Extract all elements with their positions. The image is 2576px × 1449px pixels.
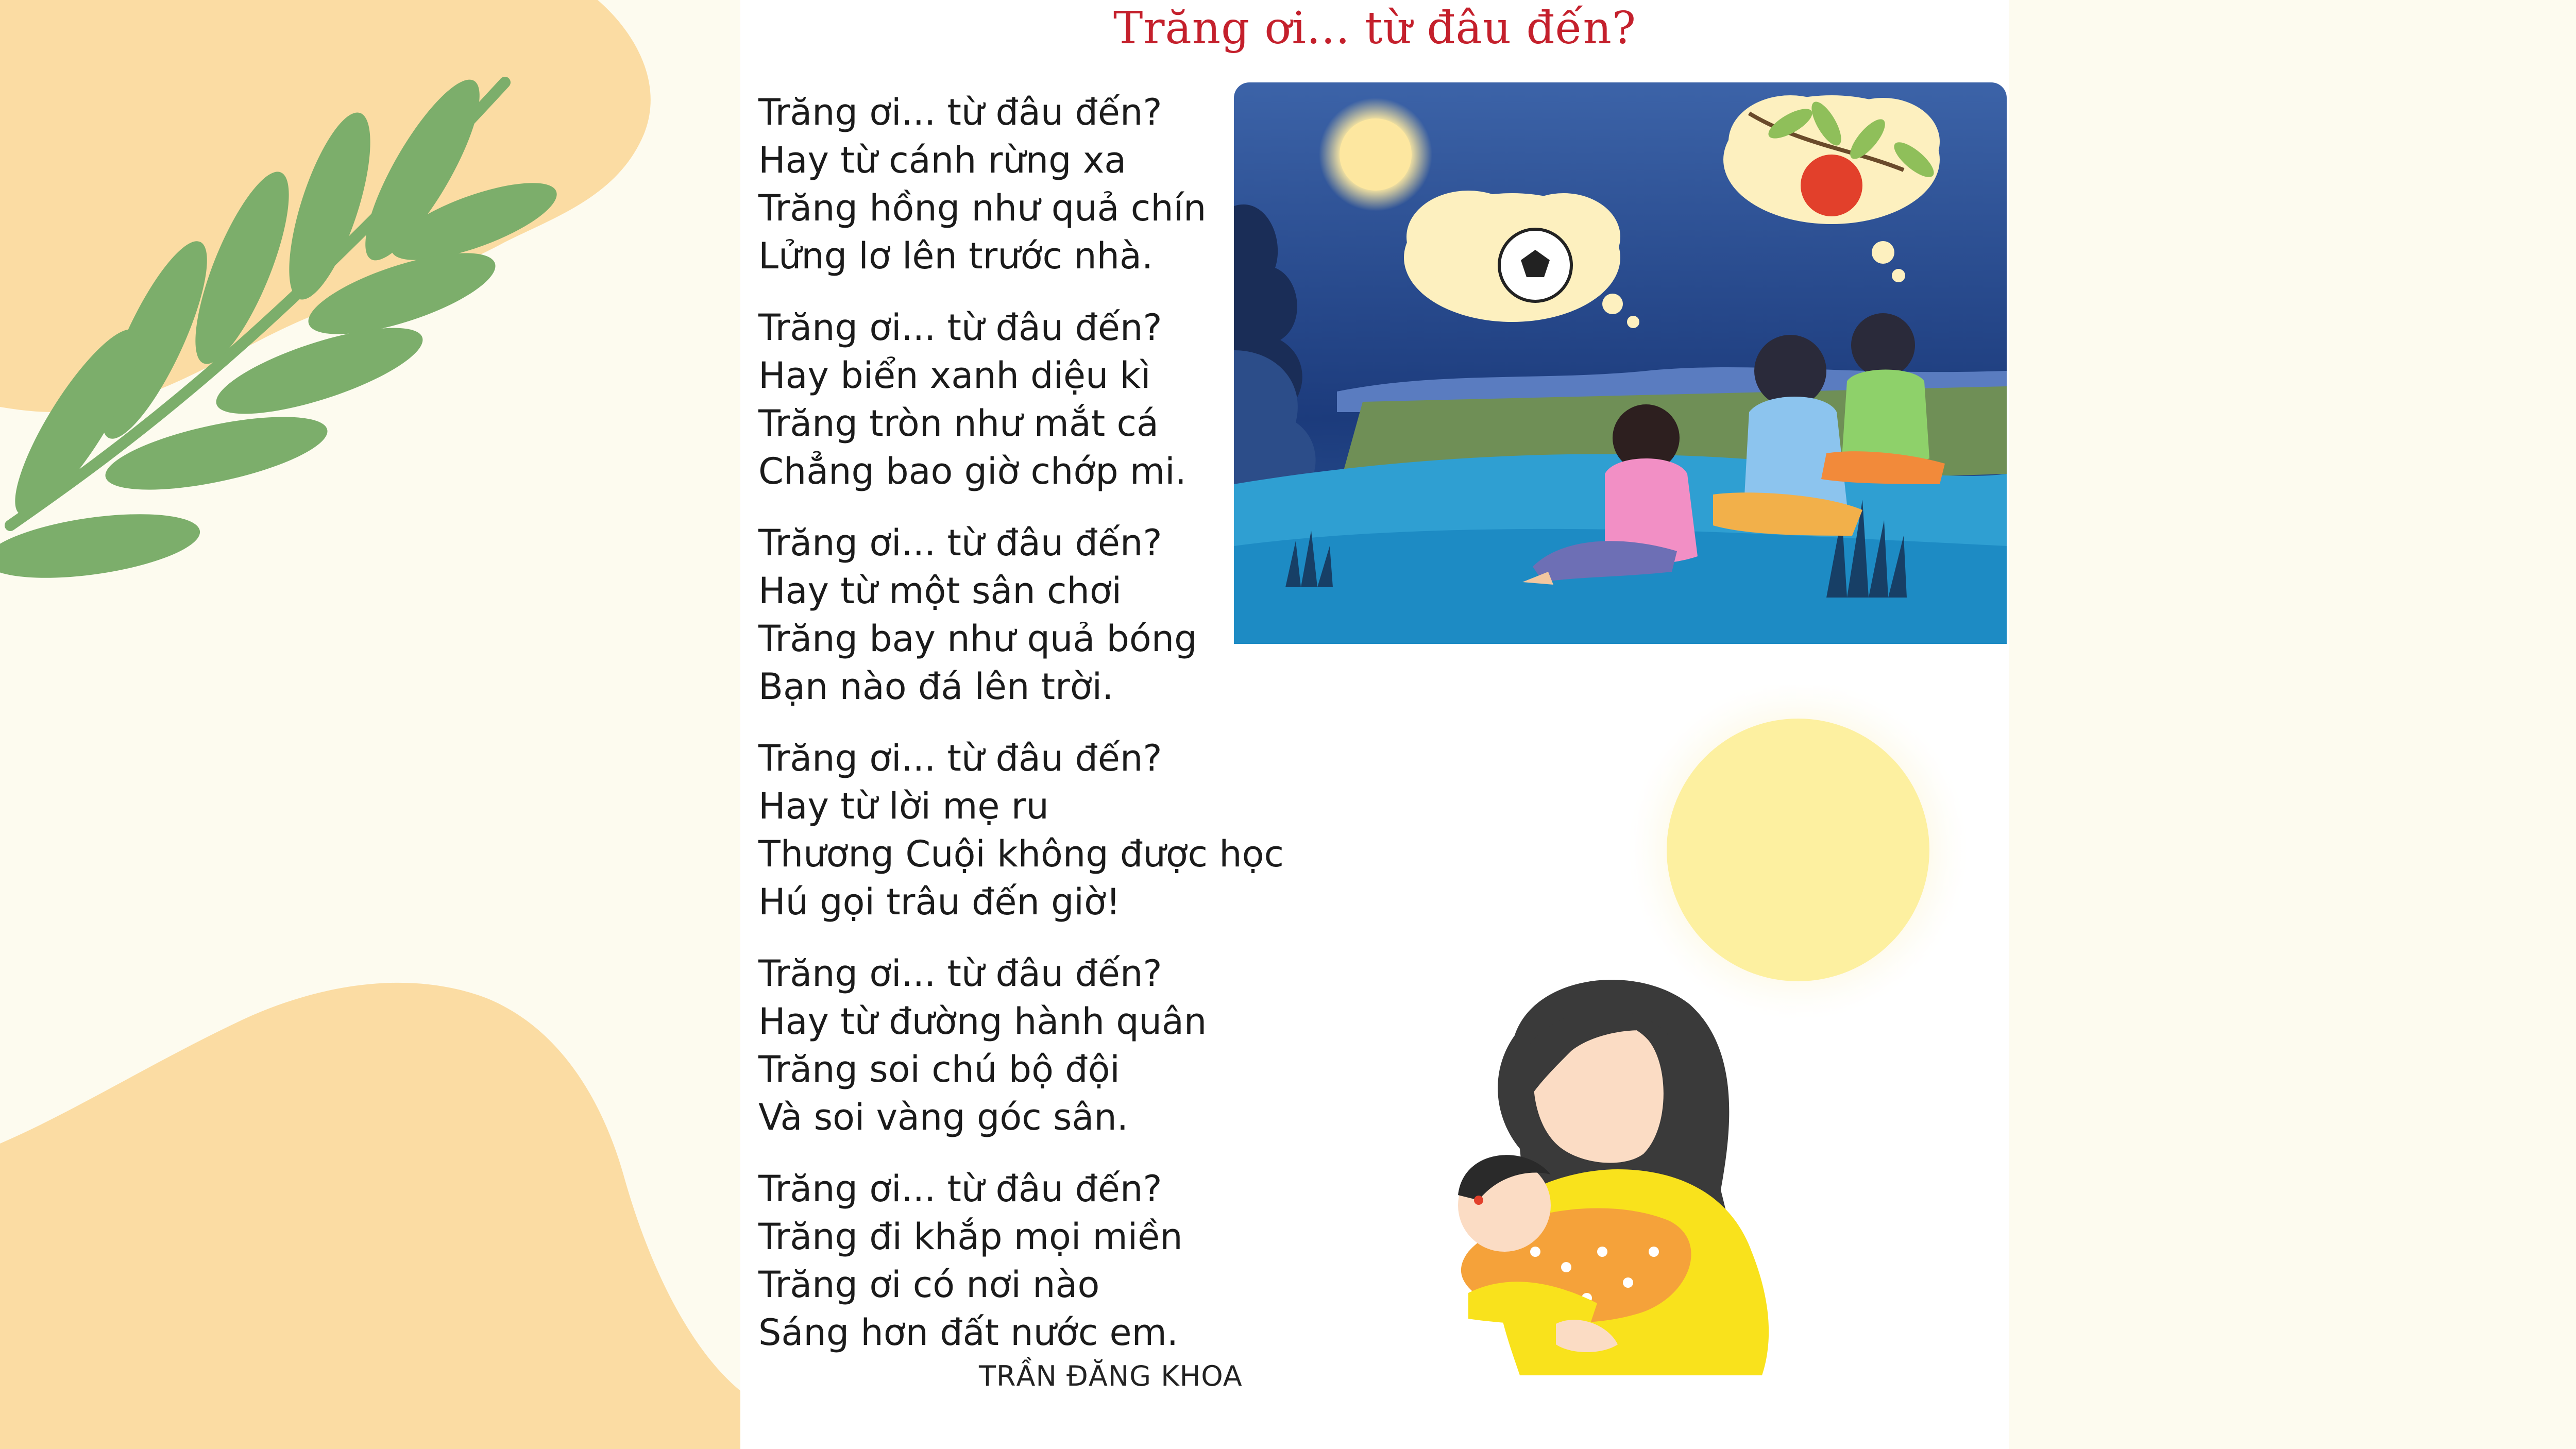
poem-line: Chẳng bao giờ chớp mi. (758, 450, 1187, 492)
stanza (758, 1165, 1325, 1357)
poem-line: Trăng soi chú bộ đội (758, 1048, 1120, 1090)
poem-line: Hay từ cánh rừng xa (758, 139, 1127, 181)
stanza (758, 950, 1325, 1141)
poem-line: Trăng ơi... từ đâu đến? (758, 306, 1162, 349)
poem-line: Trăng bay như quả bóng (758, 618, 1197, 660)
poem-line: Hú gọi trâu đến giờ! (758, 881, 1121, 923)
poem-line: Hay từ lời mẹ ru (758, 785, 1049, 827)
poem-line: Sáng hơn đất nước em. (758, 1311, 1179, 1354)
poem-line: Trăng ơi... từ đâu đến? (758, 1168, 1162, 1210)
poem-line: Trăng tròn như mắt cá (758, 402, 1159, 445)
poem-line: Lửng lơ lên trước nhà. (758, 235, 1154, 277)
mother-holding-baby-illustration (1401, 963, 1824, 1375)
poem-line: Và soi vàng góc sân. (758, 1096, 1128, 1138)
leaf-branch-icon (0, 52, 567, 644)
decorative-blob-bottom (0, 979, 747, 1449)
poem-line: Thương Cuội không được học (758, 833, 1284, 875)
poem-line: Trăng ơi... từ đâu đến? (758, 91, 1162, 133)
children-watching-moon-illustration (1234, 82, 2007, 644)
poem-line: Hay biển xanh diệu kì (758, 354, 1151, 397)
poem-line: Trăng ơi... từ đâu đến? (758, 952, 1162, 995)
poem-line: Trăng hồng như quả chín (758, 187, 1207, 229)
poem-line: Bạn nào đá lên trời. (758, 666, 1114, 708)
poem-line: Hay từ đường hành quân (758, 1000, 1207, 1043)
stanza (758, 735, 1325, 926)
poem-line: Trăng đi khắp mọi miền (758, 1216, 1183, 1258)
poem-line: Trăng ơi... từ đâu đến? (758, 522, 1162, 564)
poem-line: Hay từ một sân chơi (758, 570, 1122, 612)
poem-author: TRẦN ĐĂNG KHOA (979, 1360, 1243, 1392)
poem-title: Trăng ơi... từ đâu đến? (1113, 3, 1636, 54)
poem-line: Trăng ơi... từ đâu đến? (758, 737, 1162, 779)
poem-line: Trăng ơi có nơi nào (758, 1264, 1100, 1306)
